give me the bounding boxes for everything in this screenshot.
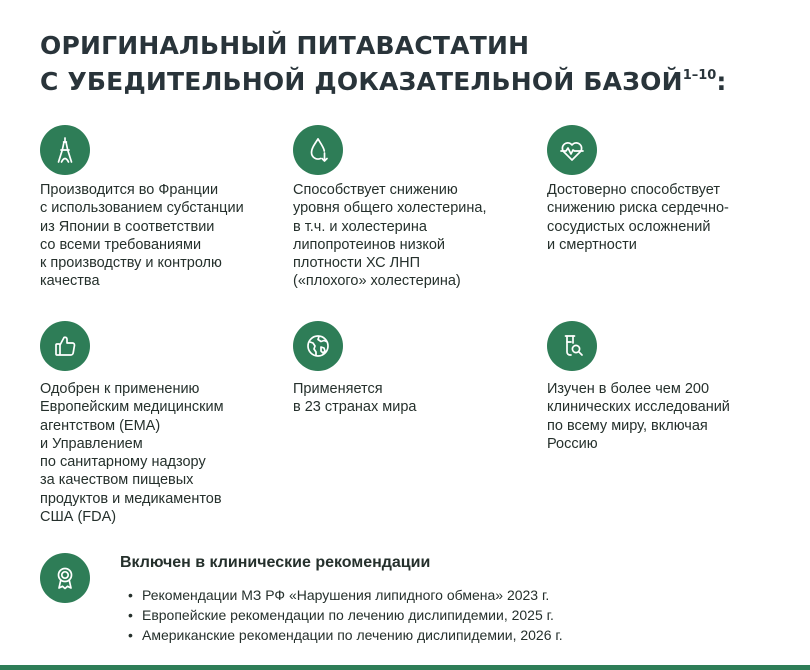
feature-text-approval: Одобрен к применению Европейским медицинским агентством (EMA) и Управлением по санитарному надзору за качеством пищевых продуктов и медикаментов США (FDA) xyxy=(40,381,224,526)
list-item: • Американские рекомендации по лечению дислипидемии, 2026 г. xyxy=(128,625,563,645)
title-line-2-text: С УБЕДИТЕЛЬНОЙ ДОКАЗАТЕЛЬНОЙ БАЗОЙ xyxy=(40,67,683,96)
title-references: 1–10 xyxy=(682,68,717,83)
feature-text-risk: Достоверно способствует снижению риска сердечно- сосудистых осложнений и смертности xyxy=(547,182,729,253)
feature-text-studies: Изучен в более чем 200 клинических исследований по всему миру, включая Россию xyxy=(547,381,730,452)
title-line-1: ОРИГИНАЛЬНЫЙ ПИТАВАСТАТИН xyxy=(40,31,530,60)
feature-text-cholesterol: Способствует снижению уровня общего холестерина, в т.ч. и холестерина липопротеинов низкой плотности ХС ЛНП («плохого» холестерина) xyxy=(293,182,487,290)
award-medal-icon xyxy=(40,553,90,603)
thumbs-up-icon xyxy=(40,321,90,371)
drop-down-arrow-icon xyxy=(293,125,343,175)
bottom-divider xyxy=(0,665,810,670)
eiffel-tower-icon xyxy=(40,125,90,175)
recommendations-title: Включен в клинические рекомендации xyxy=(120,554,431,571)
list-item: • Рекомендации МЗ РФ «Нарушения липидного обмена» 2023 г. xyxy=(128,585,563,605)
title-line-2 xyxy=(40,61,727,97)
title-colon: : xyxy=(716,67,727,96)
list-item: • Европейские рекомендации по лечению дислипидемии, 2025 г. xyxy=(128,605,563,625)
feature-text-countries: Применяется в 23 странах мира xyxy=(293,381,417,416)
test-tube-magnifier-icon xyxy=(547,321,597,371)
recommendations-list xyxy=(128,585,563,645)
globe-icon xyxy=(293,321,343,371)
page-title xyxy=(40,31,727,97)
heart-pulse-icon xyxy=(547,125,597,175)
feature-text-production: Производится во Франции с использованием субстанции из Японии в соответствии со всеми требованиями к производству и контролю качества xyxy=(40,182,244,290)
